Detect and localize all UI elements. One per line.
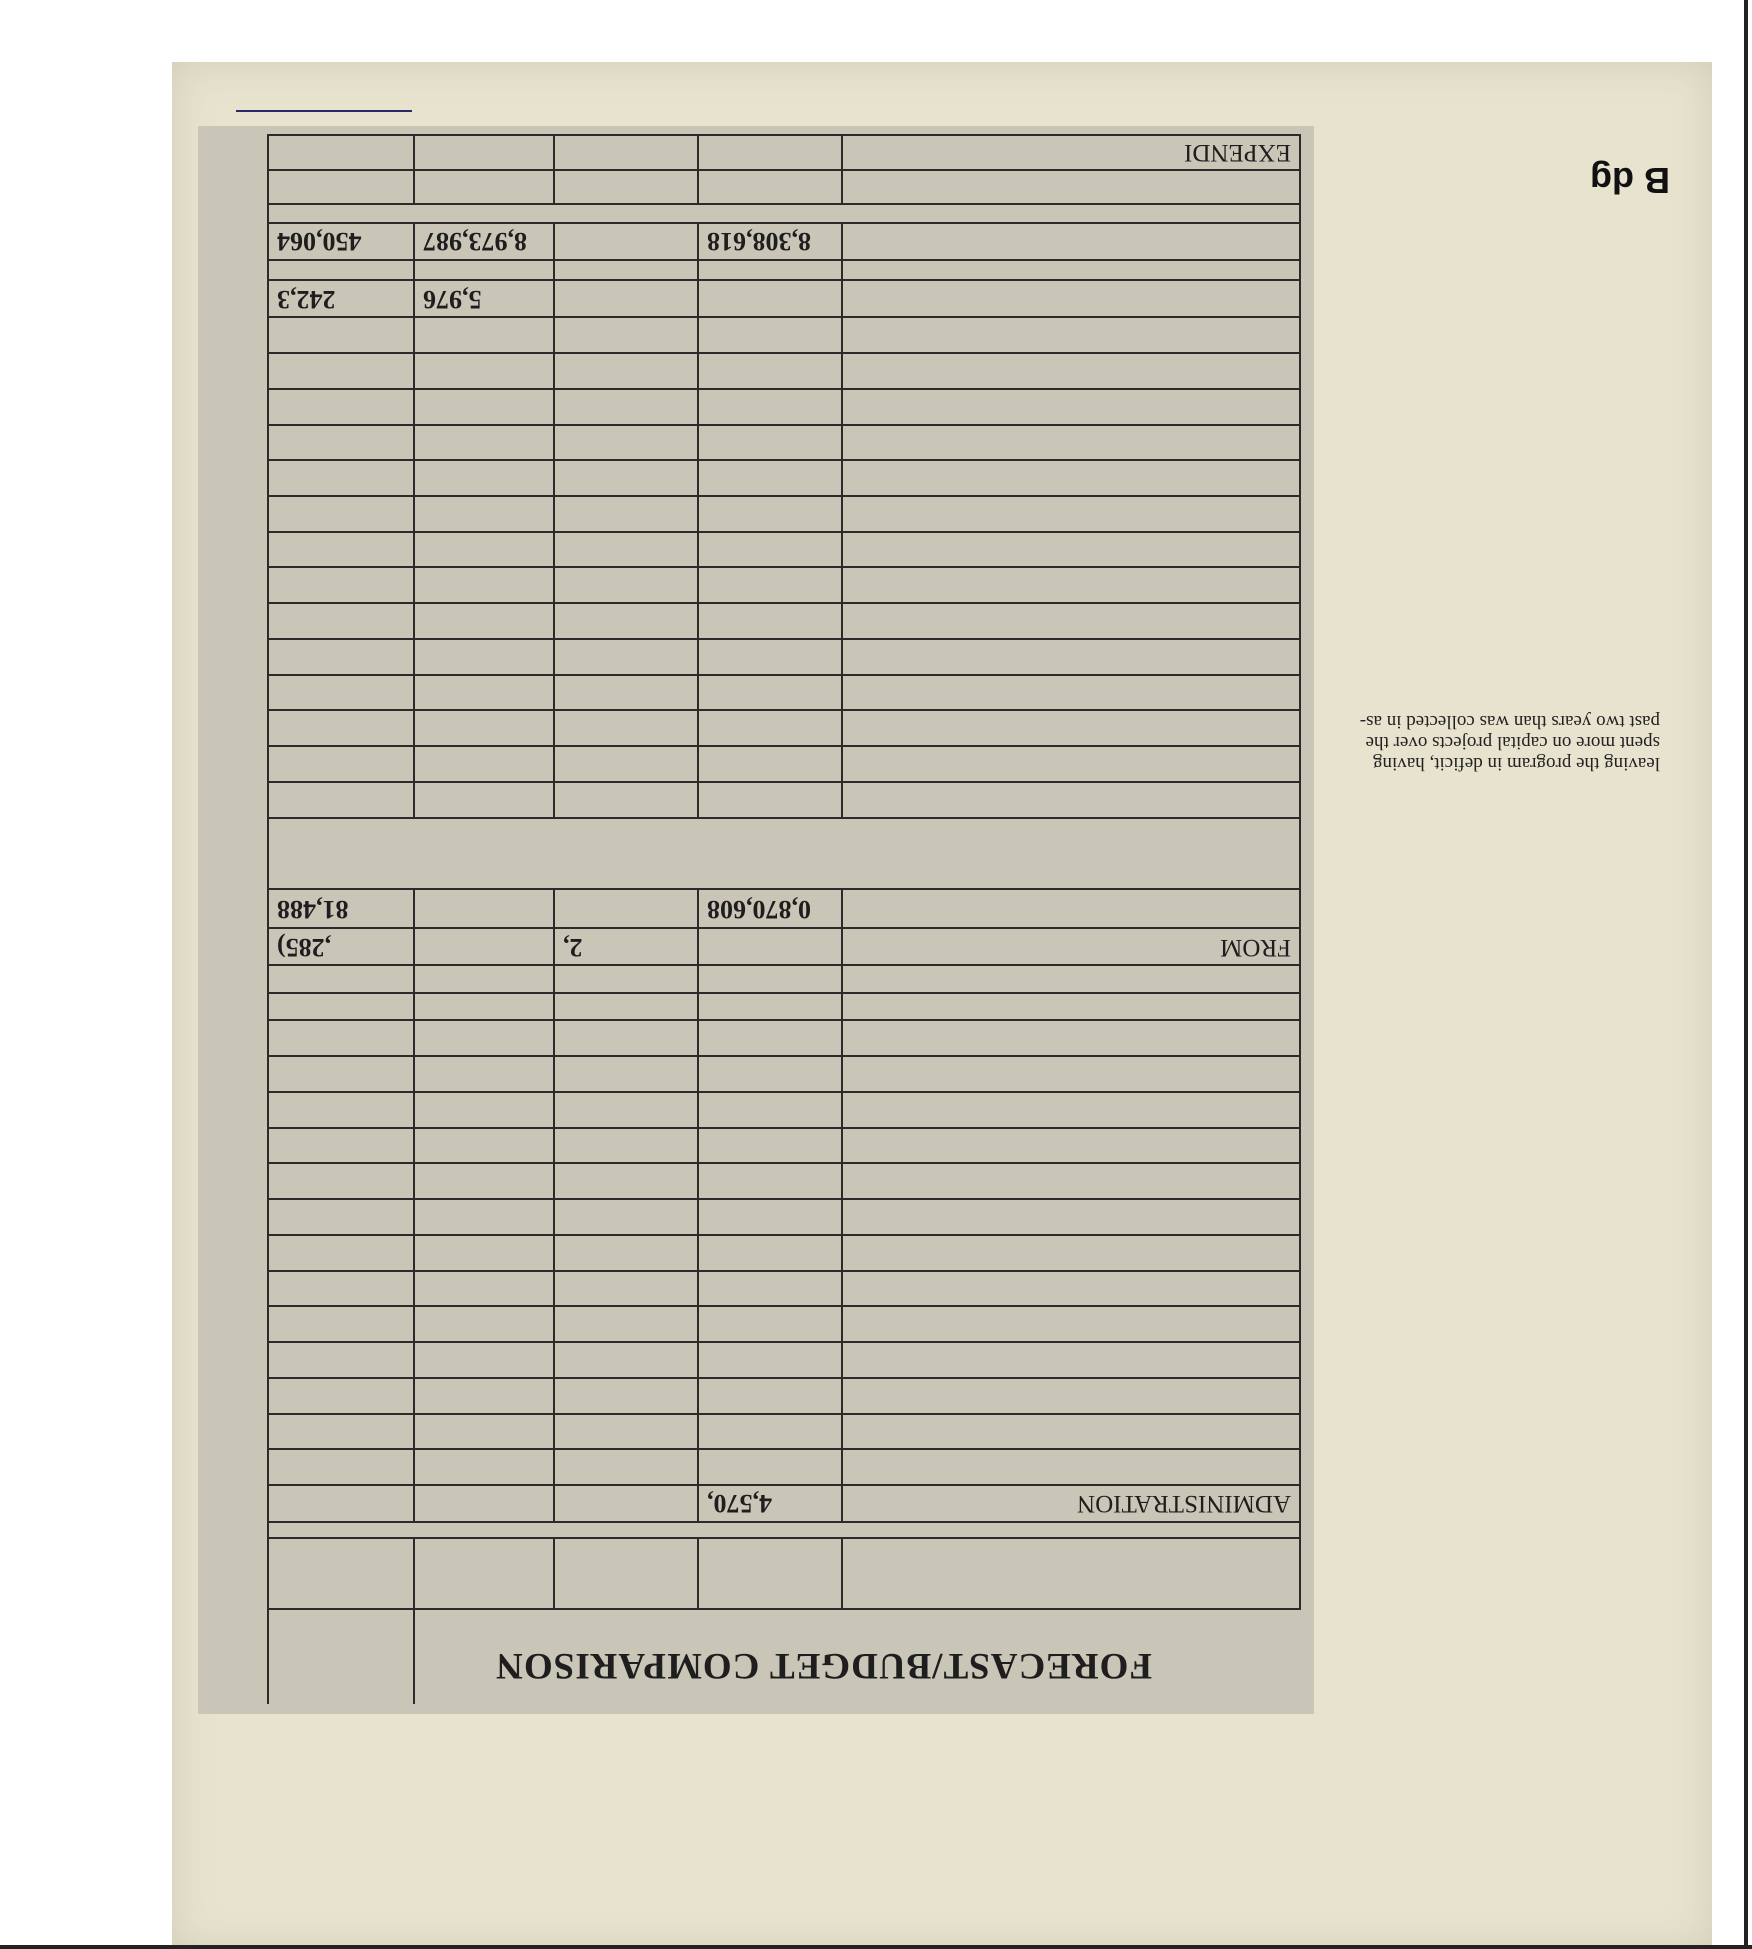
page-tag: B dg — [1590, 160, 1670, 201]
paragraph-line: past two years than was collected in as- — [1359, 711, 1660, 732]
cell-value: ,285) — [268, 928, 414, 965]
row-label: EXPENDI — [842, 135, 1300, 170]
table-row — [268, 1485, 1300, 1522]
page-title: FORECAST/BUDGET COMPARISON — [495, 1645, 1152, 1686]
table-row — [268, 496, 1300, 532]
table-row — [268, 1128, 1300, 1164]
cell-value: 81,488 — [268, 889, 414, 928]
table-row — [268, 1271, 1300, 1307]
spacer-row — [268, 1522, 1300, 1538]
cell-value: 2, — [554, 928, 698, 965]
forecast-budget-table — [267, 134, 1301, 1704]
totals-row — [268, 223, 1300, 260]
table-row — [268, 135, 1300, 170]
table-row — [268, 1056, 1300, 1092]
table-row — [268, 353, 1300, 389]
paragraph-line: spent more on capital projects over the — [1365, 732, 1660, 753]
table-row — [268, 389, 1300, 425]
table-row — [268, 746, 1300, 782]
table-row — [268, 782, 1300, 818]
table-row — [268, 710, 1300, 746]
row-label: ADMINISTRATION — [842, 1485, 1300, 1522]
table-row — [268, 603, 1300, 639]
table-row — [268, 1306, 1300, 1342]
cell-value: 5,976 — [414, 280, 554, 317]
table-row — [268, 965, 1300, 993]
cell-value: 8,973,987 — [414, 223, 554, 260]
table-row — [268, 1020, 1300, 1056]
table-row — [268, 1199, 1300, 1235]
paragraph-line: leaving the program in deficit, having — [1372, 753, 1660, 774]
divider-rule — [236, 110, 412, 112]
table-row — [268, 1163, 1300, 1199]
table-row — [268, 993, 1300, 1021]
table-row — [268, 532, 1300, 568]
table-row — [268, 1414, 1300, 1450]
table-row — [268, 1235, 1300, 1271]
table-row — [268, 425, 1300, 461]
table-row — [268, 1342, 1300, 1378]
table-row — [268, 204, 1300, 222]
table-row — [268, 1092, 1300, 1128]
cell-value: 242,3 — [268, 280, 414, 317]
table-row — [268, 460, 1300, 496]
table-row — [268, 675, 1300, 711]
table-row — [268, 928, 1300, 965]
table-row — [268, 1378, 1300, 1414]
table-row — [268, 1449, 1300, 1485]
cell-value: 0,870,608 — [698, 889, 842, 928]
cell-value: 8,308,618 — [698, 223, 842, 260]
table-row — [268, 567, 1300, 603]
table-row — [268, 818, 1300, 889]
table-row — [268, 280, 1300, 317]
table-row — [268, 639, 1300, 675]
table-row — [268, 260, 1300, 281]
header-row — [268, 1538, 1300, 1609]
cell-value: 450,064 — [268, 223, 414, 260]
table-row — [268, 317, 1300, 353]
table-row — [268, 889, 1300, 928]
table-row — [268, 170, 1300, 205]
article-paragraph — [1280, 711, 1660, 774]
row-label: FROM — [842, 928, 1300, 965]
cell-value: 4,570, — [698, 1485, 842, 1522]
